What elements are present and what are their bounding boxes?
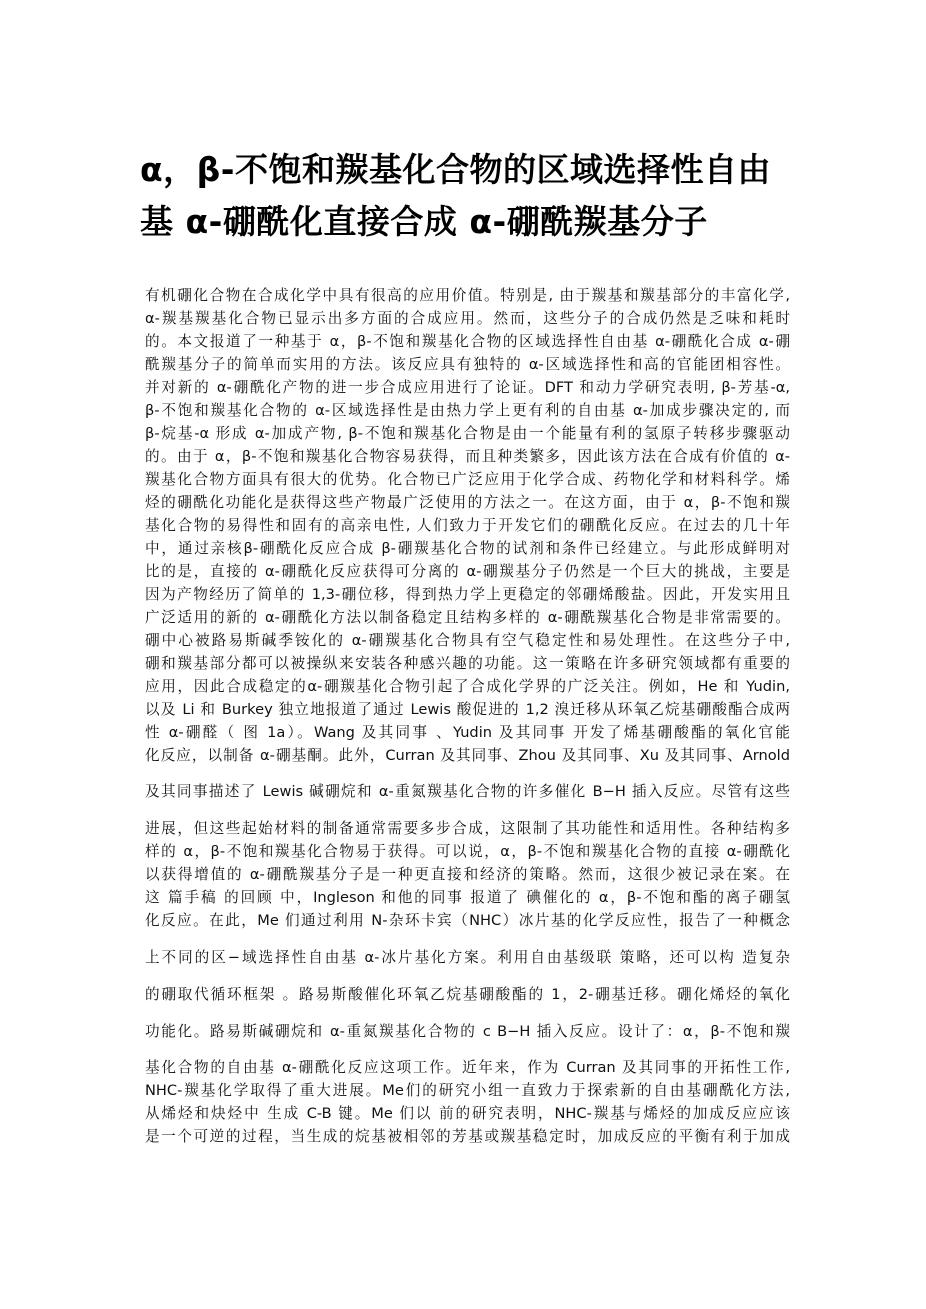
body-line: 及其同事描述了 Lewis 碱硼烷和 α-重氮羰基化合物的许多催化 B−H 插入反应。尽管有这些 (145, 783, 790, 800)
title-line: α，β-不饱和羰基化合物的区域选择性自由 (140, 150, 771, 189)
document-title (140, 144, 800, 248)
body-line: 中，通过亲核β-硼酰化反应合成 β-硼羰基化合物的试剂和条件已经建立。与此形成鲜明对 (145, 540, 790, 557)
body-line: 有机硼化合物在合成化学中具有很高的应用价值。特别是, 由于羰基和羰基部分的丰富化学, (145, 287, 790, 304)
body-line: 基化合物的易得性和固有的高亲电性, 人们致力于开发它们的硼酰化反应。在过去的几十年 (145, 517, 790, 534)
body-line: 广泛适用的新的 α-硼酰化方法以制备稳定且结构多样的 α-硼酰羰基化合物是非常需要的。 (145, 609, 790, 626)
body-line: 因为产物经历了简单的 1,3-硼位移，得到热力学上更稳定的邻硼烯酸盐。因此，开发实用且 (145, 586, 790, 603)
body-line: 样的 α，β-不饱和羰基化合物易于获得。可以说，α，β-不饱和羰基化合物的直接 α-硼酰化 (145, 843, 790, 860)
body-line: 的。本文报道了一种基于 α，β-不饱和羰基化合物的区域选择性自由基 α-硼酰化合成 α-硼 (145, 333, 790, 350)
body-line: 烃的硼酰化功能化是获得这些产物最广泛使用的方法之一。在这方面，由于 α，β-不饱和羰 (145, 494, 790, 511)
body-line: 进展，但这些起始材料的制备通常需要多步合成，这限制了其功能性和适用性。各种结构多 (145, 820, 790, 837)
body-line: 从烯烃和炔烃中 生成 C-B 键。Me 们以 前的研究表明，NHC-羰基与烯烃的加成反应应该 (145, 1105, 790, 1122)
body-line: β-不饱和羰基化合物的 α-区域选择性是由热力学上更有利的自由基 α-加成步骤决定的, 而 (145, 402, 790, 419)
body-line: 硼中心被路易斯碱季铵化的 α-硼羰基化合物具有空气稳定性和易处理性。在这些分子中, (145, 632, 790, 649)
body-line: 比的是，直接的 α-硼酰化反应获得可分离的 α-硼羰基分子仍然是一个巨大的挑战，主要是 (145, 563, 790, 580)
body-line: 的硼取代循环框架 。路易斯酸催化环氧乙烷基硼酸酯的 1，2-硼基迁移。硼化烯烃的氧化 (145, 986, 790, 1003)
body-line: 上不同的区−域选择性自由基 α-冰片基化方案。利用自由基级联 策略，还可以构 造复杂 (145, 949, 790, 966)
body-line: 羰基化合物方面具有很大的优势。化合物已广泛应用于化学合成、药物化学和材料科学。烯 (145, 471, 790, 488)
body-line: 性 α-硼醛（ 图 1a）。Wang 及其同事 、Yudin 及其同事 开发了烯基硼酸酯的氧化官能 (145, 724, 790, 741)
body-line: 应用，因此合成稳定的α-硼羰基化合物引起了合成化学界的广泛关注。例如，He 和 Yudin, (145, 678, 790, 695)
body-line: 以获得增值的 α-硼酰羰基分子是一种更直接和经济的策略。然而，这很少被记录在案。在 (145, 866, 790, 883)
body-line: 这 篇手稿 的回顾 中，Ingleson 和他的同事 报道了 碘催化的 α，β-不饱和酯的离子硼氢 (145, 889, 790, 906)
title-line: 基 α-硼酰化直接合成 α-硼酰羰基分子 (140, 202, 708, 241)
body-line: NHC-羰基化学取得了重大进展。Me们的研究小组一直致力于探索新的自由基硼酰化方法, (145, 1082, 790, 1099)
body-line: 的。由于 α，β-不饱和羰基化合物容易获得，而且种类繁多，因此该方法在合成有价值的 α- (145, 448, 790, 465)
body-line: 并对新的 α-硼酰化产物的进一步合成应用进行了论证。DFT 和动力学研究表明, β-芳基-α, (145, 379, 790, 396)
body-line: 酰羰基分子的简单而实用的方法。该反应具有独特的 α-区域选择性和高的官能团相容性。 (145, 356, 790, 373)
body-line: β-烷基-α 形成 α-加成产物, β-不饱和羰基化合物是由一个能量有利的氢原子转移步骤驱动 (145, 425, 790, 442)
body-line: 以及 Li 和 Burkey 独立地报道了通过 Lewis 酸促进的 1,2 溴迁移从环氧乙烷基硼酸酯合成两 (145, 701, 790, 718)
body-line: 化反应。在此，Me 们通过利用 N-杂环卡宾（NHC）冰片基的化学反应性，报告了一种概念 (145, 912, 790, 929)
body-line: 是一个可逆的过程，当生成的烷基被相邻的芳基或羰基稳定时，加成反应的平衡有利于加成 (145, 1128, 790, 1145)
body-line: 功能化。路易斯碱硼烷和 α-重氮羰基化合物的 c B−H 插入反应。设计了：α，β-不饱和羰 (145, 1023, 790, 1040)
body-line: α-羰基羰基化合物已显示出多方面的合成应用。然而，这些分子的合成仍然是乏味和耗时 (145, 310, 790, 327)
body-line: 化反应，以制备 α-硼基酮。此外，Curran 及其同事、Zhou 及其同事、Xu 及其同事、Arnold (145, 747, 790, 764)
body-line: 基化合物的自由基 α-硼酰化反应这项工作。近年来，作为 Curran 及其同事的开拓性工作, (145, 1059, 790, 1076)
body-line: 硼和羰基部分都可以被操纵来安装各种感兴趣的功能。这一策略在许多研究领域都有重要的 (145, 655, 790, 672)
